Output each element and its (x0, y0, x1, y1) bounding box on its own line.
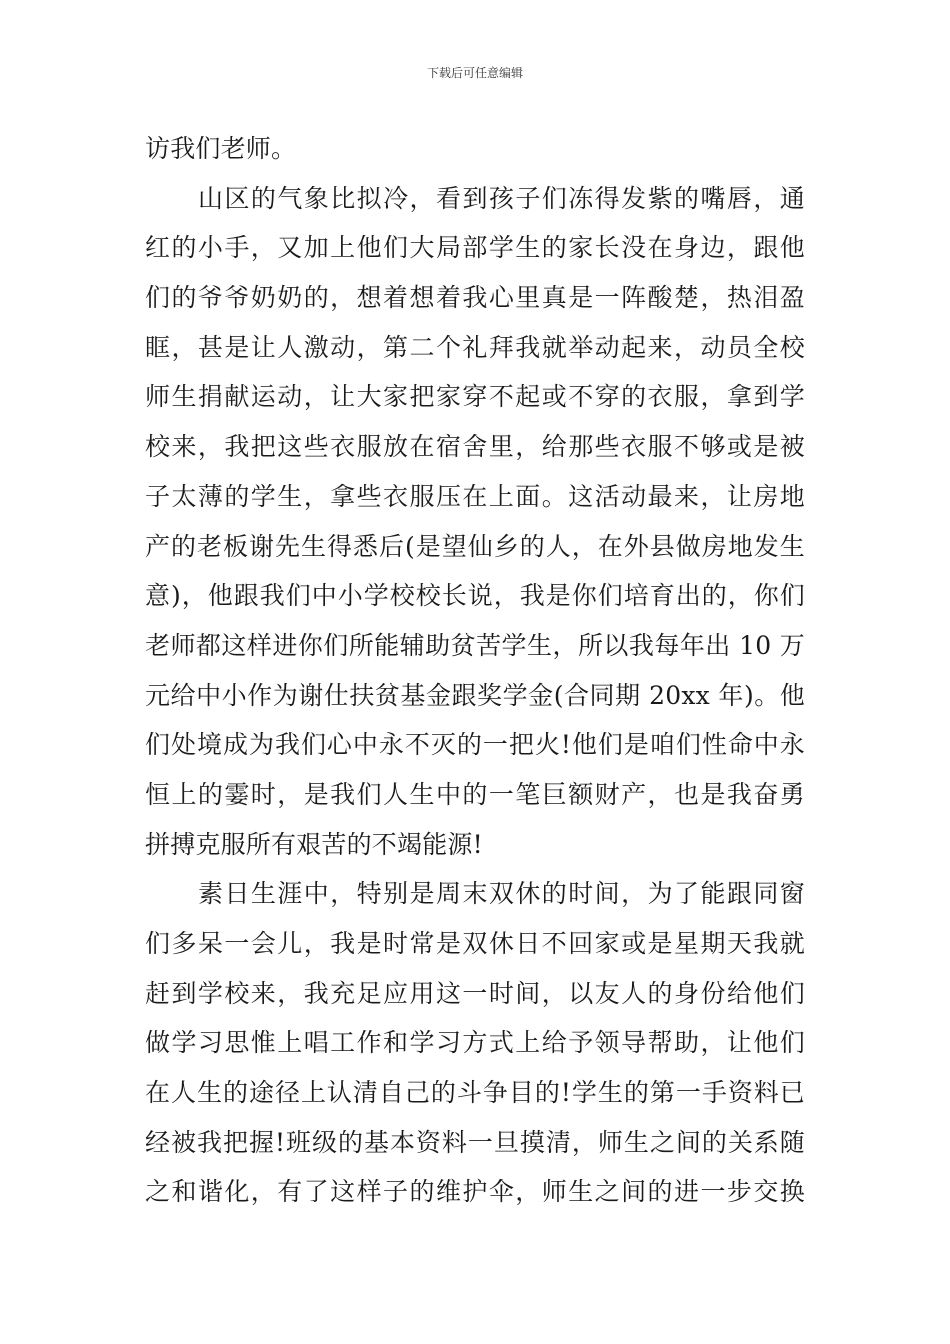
text-line: 访我们老师。 (145, 134, 297, 163)
text-line: 意)，他跟我们中小学校校长说，我是你们培育出的，你们 (145, 581, 805, 611)
text-line: 红的小手，又加上他们大局部学生的家长没在身边，跟他 (145, 233, 805, 263)
text-line: 恒上的霎时，是我们人生中的一笔巨额财产，也是我奋勇 (145, 779, 805, 809)
text-line: 赶到学校来，我充足应用这一时间，以友人的身份给他们 (145, 978, 805, 1008)
text-line: 们处境成为我们心中永不灭的一把火!他们是咱们性命中永 (145, 730, 805, 760)
text-line: 拼搏克服所有艰苦的不竭能源! (145, 829, 483, 859)
text-line: 师生捐献运动，让大家把家穿不起或不穿的衣服，拿到学 (145, 382, 805, 412)
text-line: 产的老板谢先生得悉后(是望仙乡的人，在外县做房地发生 (145, 531, 805, 561)
text-line: 们多呆一会儿，我是时常是双休日不回家或是星期天我就 (145, 929, 805, 958)
text-line: 老师都这样进你们所能辅助贫苦学生，所以我每年出 10 万 (145, 630, 805, 660)
text-line: 做学习思惟上唱工作和学习方式上给予领导帮助，让他们 (145, 1028, 805, 1058)
text-line: 眶，甚是让人激动，第二个礼拜我就举动起来，动员全校 (145, 332, 805, 362)
page-header: 下载后可任意编辑 (426, 66, 523, 80)
paragraph-start-line: 山区的气象比拟冷，看到孩子们冻得发紫的嘴唇，通 (198, 183, 805, 213)
text-line: 元给中小作为谢仕扶贫基金跟奖学金(合同期 20xx 年)。他 (145, 680, 805, 710)
document-body (145, 124, 805, 1217)
text-line: 们的爷爷奶奶的，想着想着我心里真是一阵酸楚，热泪盈 (145, 283, 805, 313)
text-line: 之和谐化，有了这样子的维护伞，师生之间的进一步交换 (145, 1177, 805, 1207)
text-line: 子太薄的学生，拿些衣服压在上面。这活动最来，让房地 (145, 481, 805, 511)
text-line: 在人生的途径上认清自己的斗争目的!学生的第一手资料已 (145, 1078, 805, 1108)
text-line: 经被我把握!班级的基本资料一旦摸清，师生之间的关系随 (145, 1127, 805, 1157)
paragraph-start-line: 素日生涯中，特别是周末双休的时间，为了能跟同窗 (198, 879, 805, 909)
text-line: 校来，我把这些衣服放在宿舍里，给那些衣服不够或是被 (145, 432, 805, 462)
